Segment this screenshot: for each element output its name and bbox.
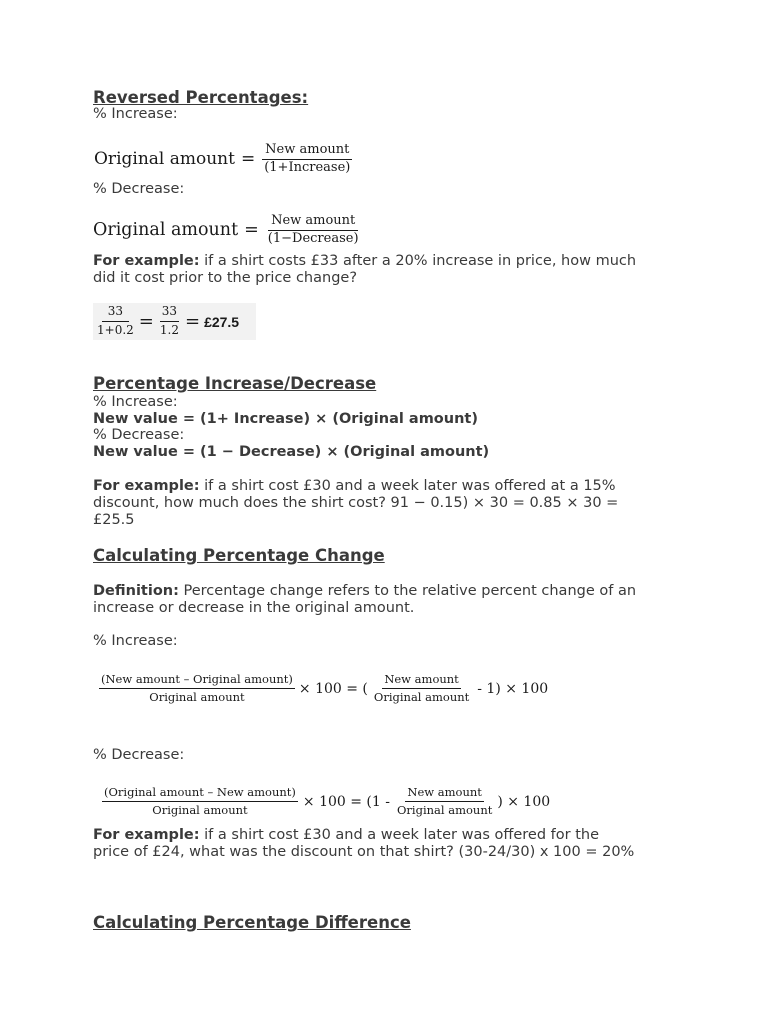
decrease-formula: New value = (1 − Decrease) × (Original amount) xyxy=(93,444,490,460)
formula-equals: = xyxy=(240,149,256,170)
decrease-label: % Decrease: xyxy=(93,181,185,197)
formula-middle: × 100 = (1 - xyxy=(302,793,390,810)
fraction-numerator: (Original amount – New amount) xyxy=(102,786,298,802)
formula-original-decrease xyxy=(93,214,362,247)
formula-fraction-2 xyxy=(371,673,472,704)
example-text-cont: £25.5 xyxy=(93,512,135,528)
calc-denominator-2: 1.2 xyxy=(159,323,179,337)
definition-bold-label: Definition: xyxy=(93,583,179,599)
calc-result: £27.5 xyxy=(204,313,240,330)
heading-percentage-change: Calculating Percentage Change xyxy=(93,546,385,565)
calculation-image xyxy=(93,303,256,340)
formula-original-increase xyxy=(94,143,353,176)
calc-equals-1: = xyxy=(138,311,154,332)
fraction-numerator: New amount xyxy=(262,143,352,160)
heading-reversed-percentages: Reversed Percentages: xyxy=(93,88,309,107)
fraction-numerator: (New amount – Original amount) xyxy=(99,673,295,689)
example-bold-label: For example: xyxy=(93,253,200,269)
formula-lhs: Original amount xyxy=(94,149,235,170)
calc-fraction-1 xyxy=(96,305,135,338)
formula-change-decrease xyxy=(102,786,550,817)
definition-text: Percentage change refers to the relative percent change of an xyxy=(178,583,637,599)
formula-fraction-1 xyxy=(102,786,298,817)
formula-fraction-1 xyxy=(99,673,295,704)
fraction-denominator: Original amount xyxy=(373,690,470,705)
example-text-cont: price of £24, what was the discount on that shirt? (30-24/30) x 100 = 20% xyxy=(93,844,635,860)
heading-percentage-increase-decrease: Percentage Increase/Decrease xyxy=(93,374,377,393)
definition-text-cont: increase or decrease in the original amount. xyxy=(93,600,415,616)
formula-middle: × 100 = ( xyxy=(298,680,368,697)
formula-change-increase xyxy=(99,673,548,704)
calc-numerator-2: 33 xyxy=(160,305,179,322)
example-text: if a shirt costs £33 after a 20% increase in price, how much xyxy=(199,253,637,269)
fraction-numerator: New amount xyxy=(268,214,358,231)
formula-fraction xyxy=(265,214,362,247)
fraction-denominator: Original amount xyxy=(152,803,248,818)
calc-fraction-2 xyxy=(158,305,181,338)
formula-equals: = xyxy=(244,220,259,241)
fraction-denominator: Original amount xyxy=(149,690,245,705)
fraction-denominator: (1−Decrease) xyxy=(267,230,359,246)
calc-numerator-1: 33 xyxy=(102,305,129,322)
example-bold-label: For example: xyxy=(93,478,200,494)
example-bold-label: For example: xyxy=(93,827,200,843)
definition-paragraph xyxy=(93,583,636,617)
example-text: if a shirt cost £30 and a week later was offered at a 15% xyxy=(199,478,616,494)
fraction-numerator: New amount xyxy=(382,673,461,689)
fraction-denominator: Original amount xyxy=(396,803,493,818)
example-text: if a shirt cost £30 and a week later was offered for the xyxy=(199,827,599,843)
increase-label: % Increase: xyxy=(93,106,178,122)
example-text-cont: did it cost prior to the price change? xyxy=(93,270,358,286)
example-paragraph xyxy=(93,478,618,529)
increase-label: % Increase: xyxy=(93,633,178,649)
formula-fraction-2 xyxy=(394,786,495,817)
decrease-label: % Decrease: xyxy=(93,427,185,443)
fraction-denominator: (1+Increase) xyxy=(264,159,351,175)
calc-denominator-1: 1+0.2 xyxy=(97,323,134,337)
increase-label: % Increase: xyxy=(93,394,178,410)
increase-formula: New value = (1+ Increase) × (Original amount) xyxy=(93,411,478,427)
fraction-numerator: New amount xyxy=(405,786,484,802)
formula-tail: - 1) × 100 xyxy=(477,680,549,697)
example-paragraph xyxy=(93,827,634,861)
formula-fraction xyxy=(261,143,353,176)
calc-equals-2: = xyxy=(184,311,201,332)
heading-percentage-difference: Calculating Percentage Difference xyxy=(93,913,411,932)
decrease-label: % Decrease: xyxy=(93,747,185,763)
example-text-cont: discount, how much does the shirt cost? 91 − 0.15) × 30 = 0.85 × 30 = xyxy=(93,495,619,511)
example-paragraph xyxy=(93,253,636,287)
formula-tail: ) × 100 xyxy=(497,793,551,810)
formula-lhs: Original amount xyxy=(93,220,239,241)
